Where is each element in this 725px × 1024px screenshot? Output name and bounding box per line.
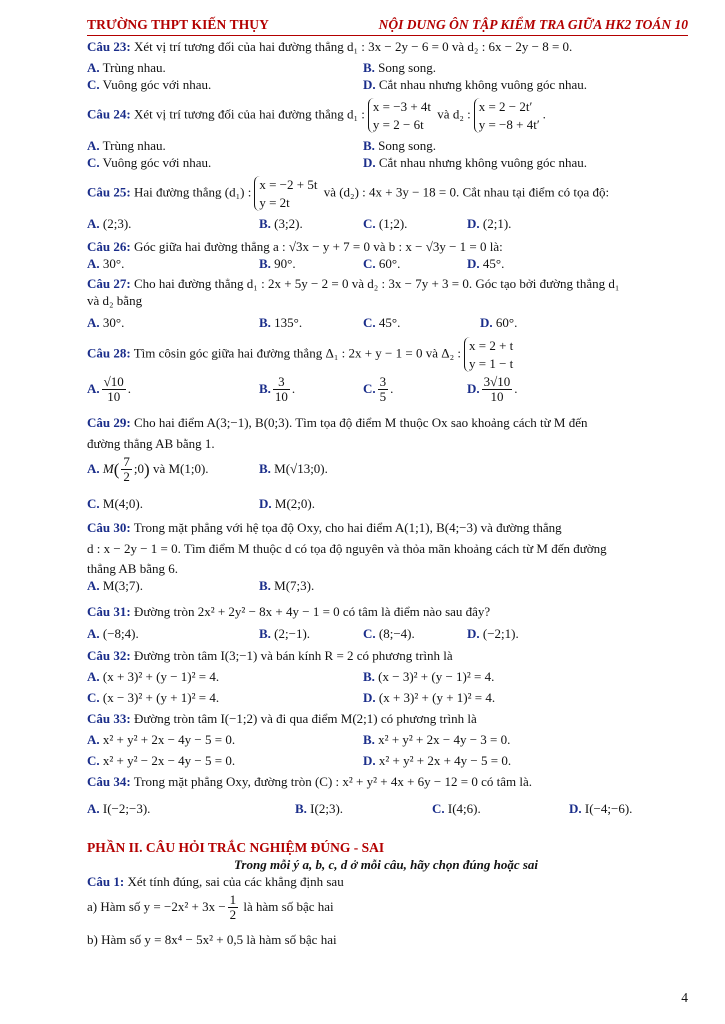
fraction <box>228 893 239 923</box>
option-a: A. I(−2;−3). <box>87 801 151 816</box>
option-d: D. (−2;1). <box>467 626 519 641</box>
option-c: C. 45°. <box>363 315 401 330</box>
options-row <box>87 256 685 273</box>
system-row: x = −2 + 5t <box>259 177 318 192</box>
line-d1-system <box>368 98 431 133</box>
question-33 <box>87 711 685 728</box>
option-b: B. 90°. <box>259 256 296 271</box>
denominator: 10 <box>274 389 288 405</box>
question-text: d : x − 2y − 1 = 0. Tìm điểm M thuộc d có tọa độ nguyên và thỏa mãn khoảng cách từ M đến đường <box>87 541 607 556</box>
option-d: D. 45°. <box>467 256 505 271</box>
numerator: 1 <box>229 892 237 907</box>
question-label: Câu 1: <box>87 874 125 889</box>
question-text: Trong mặt phẳng với hệ tọa độ Oxy, cho hai điểm A(1;1), B(4;−3) và đường thẳng <box>133 520 562 535</box>
fraction <box>102 375 126 405</box>
question-text: Trong mặt phẳng Oxy, đường tròn (C) : x² + y² + 4x + 6y − 12 = 0 có tâm là. <box>133 774 532 789</box>
question-text: Hai đường thẳng (d₁) : <box>133 184 252 200</box>
options-row <box>87 690 685 707</box>
fraction <box>378 375 389 405</box>
options-row <box>87 578 685 595</box>
options-row <box>87 496 685 513</box>
question-27 <box>87 276 685 293</box>
system-row: x = −3 + 4t <box>372 99 432 114</box>
option-label: B. <box>259 380 271 396</box>
denominator: 2 <box>123 469 130 485</box>
option-b: B. I(2;3). <box>295 801 344 816</box>
option-a: A. 30°. <box>87 315 125 330</box>
numerator: √10 <box>103 374 124 389</box>
option-b: B. x² + y² + 2x − 4y − 3 = 0. <box>363 732 511 747</box>
line-d1-system <box>254 176 317 211</box>
page-number: 4 <box>681 990 688 1006</box>
option-b: B. M(7;3). <box>259 578 315 593</box>
option-b: B. Song song. <box>363 60 436 75</box>
fraction <box>121 455 132 485</box>
question-28 <box>87 337 685 373</box>
system-row: y = 2t <box>259 194 290 210</box>
option-d: D. (2;1). <box>467 216 512 231</box>
point-name: M <box>102 460 114 476</box>
statement-text-rest: là hàm số bậc hai <box>243 898 334 914</box>
school-name: TRƯỜNG THPT KIẾN THỤY <box>87 17 270 32</box>
option-a: A. Trùng nhau. <box>87 138 166 153</box>
line-d2-name: d₂ : <box>452 106 471 122</box>
option-d: D. x² + y² + 2x + 4y − 5 = 0. <box>363 753 512 768</box>
question-text: thẳng AB bằng 6. <box>87 561 178 576</box>
numerator: 3 <box>273 375 290 390</box>
question-31 <box>87 604 685 621</box>
true-false-question-1 <box>87 874 685 891</box>
question-25 <box>87 176 685 212</box>
option-c: C. I(4;6). <box>432 801 481 816</box>
options-row <box>87 455 685 493</box>
punctuation: . <box>542 106 546 122</box>
question-text: Đường tròn tâm I(3;−1) và bán kính R = 2 có phương trình là <box>133 648 453 663</box>
statement-text: b) Hàm số y = 8x⁴ − 5x² + 0,5 là hàm số bậc hai <box>87 932 337 947</box>
question-text: Xét vị trí tương đối của hai đường thẳng <box>133 106 344 122</box>
option-text: và M(1;0). <box>152 460 209 476</box>
option-a: A. $\frac{√10}{10}$ . <box>87 374 132 405</box>
question-text: Góc giữa hai đường thẳng a : √3x − y + 7 = 0 và b : x − √3y − 1 = 0 là: <box>133 239 503 254</box>
fraction <box>273 375 290 405</box>
options-row <box>87 732 685 749</box>
option-c: C. M(4;0). <box>87 496 143 511</box>
section-title: PHẦN II. CÂU HỎI TRẮC NGHIỆM ĐÚNG - SAI <box>87 840 385 855</box>
question-26 <box>87 239 685 256</box>
option-a: A. x² + y² + 2x − 4y − 5 = 0. <box>87 732 236 747</box>
options-row <box>87 315 685 332</box>
option-label: A. <box>87 380 100 396</box>
system-row: y = −8 + 4t′ <box>478 116 540 132</box>
option-d: D. $\frac{3√10}{10}$ . <box>467 374 518 405</box>
denominator: 5 <box>379 389 387 405</box>
options-row <box>87 216 685 233</box>
section-subtitle: Trong mỗi ý a, b, c, d ở mỗi câu, hãy chọn đúng hoặc sai <box>233 857 539 872</box>
option-c: C. x² + y² − 2x − 4y − 5 = 0. <box>87 753 236 768</box>
question-label: Câu 27: <box>87 276 131 291</box>
question-32 <box>87 648 685 665</box>
options-row <box>87 626 685 643</box>
options-row <box>87 60 685 77</box>
question-30-cont <box>87 561 685 578</box>
system-row: x = 2 − 2t′ <box>478 99 533 114</box>
question-text: Cho hai đường thẳng d₁ : 2x + 5y − 2 = 0 và d₂ : 3x − 7y + 3 = 0. Góc tạo bởi đường thẳng d₁ <box>133 276 620 291</box>
question-label: Câu 25: <box>87 184 131 200</box>
options-row <box>87 801 685 818</box>
option-d: D. M(2;0). <box>259 496 315 511</box>
question-30 <box>87 520 685 537</box>
question-30-cont <box>87 541 685 558</box>
option-c: C. (8;−4). <box>363 626 415 641</box>
option-c: C. (x − 3)² + (y + 1)² = 4. <box>87 690 220 705</box>
numerator: 3 <box>379 374 387 389</box>
question-label: Câu 32: <box>87 648 131 663</box>
option-b: B. M(√13;0). <box>259 460 328 476</box>
section-heading <box>87 840 685 857</box>
statement-b <box>87 932 685 949</box>
system-row: x = 2 + t <box>468 338 514 353</box>
option-b: B. 135°. <box>259 315 303 330</box>
system-row: y = 2 − 6t <box>372 116 424 132</box>
question-label: Câu 26: <box>87 239 131 254</box>
option-b: B. (x − 3)² + (y − 1)² = 4. <box>363 669 495 684</box>
option-b: B. Song song. <box>363 138 436 153</box>
option-a: A. Trùng nhau. <box>87 60 166 75</box>
line-d1-name: d₁ : <box>347 106 365 122</box>
content <box>87 37 685 949</box>
question-text: Đường tròn tâm I(−1;2) và đi qua điểm M(2;1) có phương trình là <box>133 711 477 726</box>
question-text: Xét tính đúng, sai của các khẳng định sau <box>127 874 344 889</box>
question-label: Câu 24: <box>87 106 131 122</box>
numerator: 3√10 <box>483 374 511 389</box>
option-c: C. $\frac{3}{5}$ . <box>363 374 394 405</box>
numerator: 7 <box>123 454 130 469</box>
denominator: 10 <box>490 389 504 405</box>
question-label: Câu 29: <box>87 415 131 430</box>
question-label: Câu 33: <box>87 711 131 726</box>
denominator: 10 <box>107 389 121 405</box>
question-text: đường thẳng AB bằng 1. <box>87 436 215 451</box>
options-row <box>87 138 685 155</box>
option-b: B. (3;2). <box>259 216 303 231</box>
question-29 <box>87 415 685 432</box>
option-c: C. (1;2). <box>363 216 408 231</box>
option-a: A. 30°. <box>87 256 125 271</box>
document-title: NỘI DUNG ÔN TẬP KIỂM TRA GIỮA HK2 TOÁN 10 <box>378 17 688 32</box>
question-label: Câu 23: <box>87 39 131 54</box>
denominator: 2 <box>229 907 237 923</box>
question-label: Câu 31: <box>87 604 131 619</box>
question-23 <box>87 39 685 56</box>
options-row <box>87 753 685 770</box>
option-a: A. (−8;4). <box>87 626 139 641</box>
options-row <box>87 375 685 411</box>
question-34 <box>87 774 685 791</box>
option-b: B. $\frac{3}{10}$ . <box>259 374 296 405</box>
conjunction: và <box>437 106 450 122</box>
option-d: D. Cắt nhau nhưng không vuông góc nhau. <box>363 77 588 92</box>
coordinate: ;0 <box>133 460 145 476</box>
options-row <box>87 155 685 172</box>
line-d2-system <box>474 98 540 133</box>
question-text: Xét vị trí tương đối của hai đường thẳng d₁ : 3x − 2y − 6 = 0 và d₂ : 6x − 2y − 8 = 0. <box>133 39 573 54</box>
option-a: A. M(3;7). <box>87 578 143 593</box>
option-label: D. <box>467 380 480 396</box>
line-delta2-system <box>464 337 513 372</box>
question-text: Tìm côsin góc giữa hai đường thẳng Δ₁ : 2x + y − 1 = 0 và Δ₂ : <box>133 345 461 361</box>
statement-text: a) Hàm số y = −2x² + 3x − <box>87 898 226 914</box>
question-29-cont <box>87 436 685 453</box>
question-label: Câu 30: <box>87 520 131 535</box>
page-header <box>87 16 688 36</box>
option-c: C. Vuông góc với nhau. <box>87 77 212 92</box>
option-a: A. M( $\frac{7}{2}$ ;0) và M(1;0). <box>87 454 209 485</box>
options-row <box>87 77 685 94</box>
option-a: A. (x + 3)² + (y − 1)² = 4. <box>87 669 220 684</box>
question-text: Cho hai điểm A(3;−1), B(0;3). Tìm tọa độ điểm M thuộc Ox sao khoảng cách từ M đến <box>133 415 588 430</box>
question-text: và d₂ bằng <box>87 293 143 308</box>
question-text-rest: và (d₂) : 4x + 3y − 18 = 0. Cắt nhau tại điểm có tọa độ: <box>323 184 610 200</box>
option-d: D. I(−4;−6). <box>569 801 633 816</box>
option-b: B. (2;−1). <box>259 626 311 641</box>
question-24 <box>87 98 685 134</box>
options-row <box>87 669 685 686</box>
option-label: C. <box>363 380 376 396</box>
option-label: A. <box>87 460 100 476</box>
option-d: D. (x + 3)² + (y + 1)² = 4. <box>363 690 496 705</box>
option-d: D. 60°. <box>480 315 518 330</box>
option-c: C. 60°. <box>363 256 401 271</box>
question-label: Câu 34: <box>87 774 131 789</box>
option-a: A. (2;3). <box>87 216 132 231</box>
system-row: y = 1 − t <box>468 355 514 371</box>
option-c: C. Vuông góc với nhau. <box>87 155 212 170</box>
statement-a <box>87 893 685 929</box>
question-27-cont <box>87 293 685 310</box>
question-text: Đường tròn 2x² + 2y² − 8x + 4y − 1 = 0 có tâm là điểm nào sau đây? <box>133 604 491 619</box>
question-label: Câu 28: <box>87 345 131 361</box>
option-d: D. Cắt nhau nhưng không vuông góc nhau. <box>363 155 588 170</box>
fraction <box>482 375 513 405</box>
